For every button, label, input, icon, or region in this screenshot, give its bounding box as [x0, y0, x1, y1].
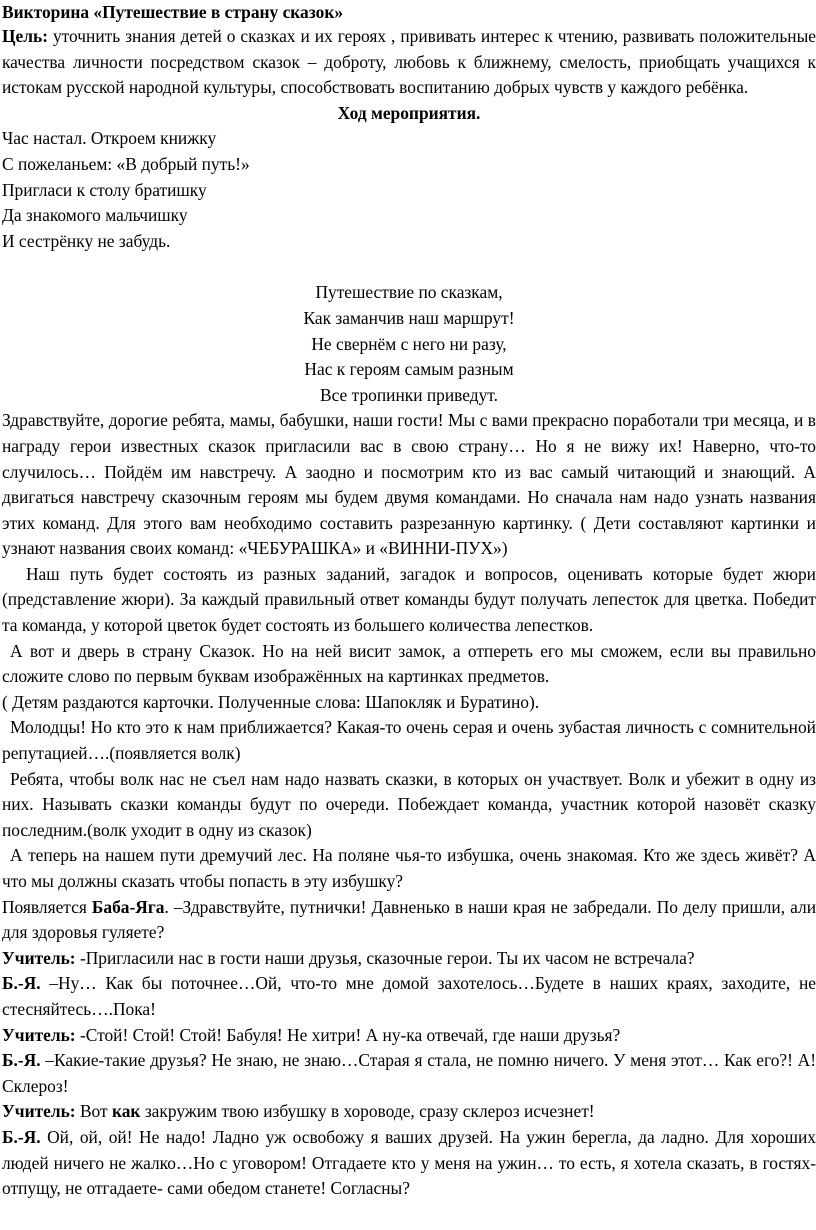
poem-line: Пригласи к столу братишку	[2, 179, 207, 200]
speech: –Ну… Как бы поточнее…Ой, что-то мне домой захотелось…Будете в наших краях, заходите, не стесняйтесь….Пока!	[2, 973, 816, 1019]
p8-pre: Появляется	[2, 896, 92, 917]
document-title: Викторина «Путешествие в страну сказок»	[2, 2, 344, 22]
dialogue-line	[2, 946, 816, 972]
goal-text: уточнить знания детей о сказках и их героях , прививать интерес к чтению, развивать положительные качества личности посредством сказок – доброту, любовь к ближнему, смелость, приобщать учащихся к истокам русской народной культуры, способствовать воспитанию добрых чувств у каждого ребёнка.	[2, 26, 816, 98]
speaker: Учитель:	[2, 1024, 76, 1045]
speech: –Какие-такие друзья? Не знаю, не знаю…Старая я стала, не помню ничего. У меня этот… Как его?! А! Склероз!	[2, 1050, 816, 1096]
speaker: Б.-Я.	[2, 973, 41, 994]
poem-journey	[2, 280, 816, 408]
dialogue-line	[2, 1048, 816, 1099]
poem-line: С пожеланьем: «В добрый путь!»	[2, 153, 250, 174]
paragraph-cards: ( Детям раздаются карточки. Полученные слова: Шапокляк и Буратино).	[2, 691, 540, 712]
goal-paragraph	[2, 24, 816, 101]
paragraph-wolf: Молодцы! Но кто это к нам приближается? Какая-то очень серая и очень зубастая личность с сомнительной репутацией….(появляется волк)	[2, 717, 816, 764]
paragraph-door: А вот и дверь в страну Сказок. Но на ней висит замок, а отпереть его мы сможем, если вы правильно сложите слово по первым буквам изображённых на картинках предметов.	[2, 640, 816, 687]
paragraph-forest: А теперь на нашем пути дремучий лес. На поляне чья-то избушка, очень знакомая. Кто же здесь живёт? А что мы должны сказать чтобы попасть в эту избушку?	[2, 845, 816, 891]
baba-yaga-name: Баба-Яга	[91, 896, 165, 917]
goal-label: Цель:	[2, 26, 48, 46]
paragraph-rules: Наш путь будет состоять из разных заданий, загадок и вопросов, оценивать которые будет жюри (представление жюри). За каждый правильный ответ команды будут получать лепесток для цветка. Победит та команда, у которой цветок будет состоять из большего количества лепестков.	[2, 563, 816, 636]
poem-line: Нас к героям самым разным	[304, 359, 514, 380]
speech: закружим твою избушку в хороводе, сразу склероз исчезнет!	[140, 1101, 595, 1122]
dialogue-line	[2, 1099, 816, 1125]
poem-line: Не свернём с него ни разу,	[311, 333, 507, 354]
poem-opening	[2, 126, 816, 254]
speech: -Пригласили нас в гости наши друзья, сказочные герои. Ты их часом не встречала?	[75, 947, 695, 968]
speaker: Б.-Я.	[2, 1050, 41, 1071]
section-heading: Ход мероприятия.	[337, 102, 481, 123]
dialogue-line	[2, 1125, 816, 1202]
paragraph-wolf-task: Ребята, чтобы волк нас не съел нам надо назвать сказки, в которых он участвует. Волк и убежит в одну из них. Называть сказки команды будут по очереди. Побеждает команда, участник которой назовёт сказку последним.(волк уходит в одну из сказок)	[2, 768, 816, 840]
speech-bold: как	[111, 1101, 141, 1122]
speaker: Учитель:	[2, 947, 76, 968]
poem-line: Все тропинки приведут.	[320, 384, 498, 405]
dialogue-line	[2, 971, 816, 1022]
poem-line: Час настал. Откроем книжку	[2, 128, 217, 149]
poem-line: И сестрёнку не забудь.	[2, 230, 171, 251]
speech-pre: Вот	[75, 1101, 112, 1122]
p8-post: . –Здравствуйте, путнички! Давненько в наши края не забредали. По делу пришли, али для здоровья гуляете?	[2, 896, 816, 943]
blank-line	[2, 254, 816, 280]
poem-line: Как заманчив наш маршрут!	[303, 307, 515, 328]
poem-line: Путешествие по сказкам,	[315, 282, 503, 303]
speech: -Стой! Стой! Стой! Бабуля! Не хитри! А ну-ка отвечай, где наши друзья?	[75, 1024, 621, 1045]
paragraph-baba-yaga	[2, 895, 816, 946]
speech: Ой, ой, ой! Не надо! Ладно уж освобожу я ваших друзей. На ужин берегла, да ладно. Для хороших людей ничего не жалко…Но с уговором! Отгадаете кто у меня на ужин… то есть, я хотела сказать, в гостях- отпущу, не отгадаете- сами обедом станете! Согласны?	[2, 1126, 816, 1199]
poem-line: Да знакомого мальчишку	[2, 205, 188, 226]
paragraph-greeting: Здравствуйте, дорогие ребята, мамы, бабушки, наши гости! Мы с вами прекрасно поработали три месяца, и в награду герои известных сказок пригласили вас в свою страну… Но я не вижу их! Наверно, что-то случилось… Пойдём им навстречу. А заодно и посмотрим кто из вас самый читающий и знающий. А двигаться навстречу сказочным героям мы будем двумя командами. Но сначала нам надо узнать названия этих команд. Для этого вам необходимо составить разрезанную картинку. ( Дети составляют картинки и узнают названия своих команд: «ЧЕБУРАШКА» и «ВИННИ-ПУХ»)	[2, 410, 816, 559]
dialogue-line	[2, 1023, 816, 1049]
speaker: Учитель:	[2, 1101, 76, 1122]
speaker: Б.-Я.	[2, 1126, 41, 1147]
